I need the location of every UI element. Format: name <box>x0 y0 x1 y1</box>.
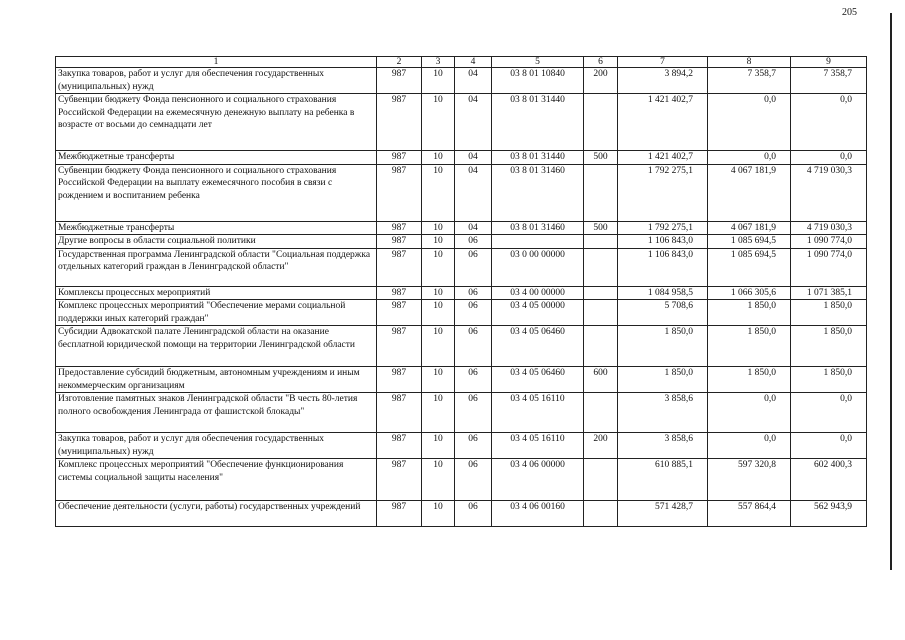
cell-subsection: 06 <box>455 235 492 249</box>
cell-subsection: 06 <box>455 393 492 433</box>
cell-target-article: 03 4 05 00000 <box>492 300 584 326</box>
cell-subsection: 04 <box>455 151 492 165</box>
cell-amount-year3: 4 719 030,3 <box>791 221 867 235</box>
column-header-2: 2 <box>377 57 422 68</box>
cell-amount-year3: 7 358,7 <box>791 68 867 94</box>
cell-ministry: 987 <box>377 393 422 433</box>
cell-expense-type <box>584 393 618 433</box>
cell-section: 10 <box>422 235 455 249</box>
cell-ministry: 987 <box>377 501 422 527</box>
cell-amount-year2: 0,0 <box>708 393 791 433</box>
cell-amount-year3: 1 850,0 <box>791 326 867 367</box>
cell-expense-type <box>584 248 618 286</box>
table-row <box>56 459 867 501</box>
cell-ministry: 987 <box>377 248 422 286</box>
cell-target-article: 03 4 05 16110 <box>492 393 584 433</box>
cell-expense-type <box>584 286 618 300</box>
cell-amount-year3: 1 090 774,0 <box>791 235 867 249</box>
cell-expense-type <box>584 459 618 501</box>
cell-ministry: 987 <box>377 235 422 249</box>
cell-subsection: 06 <box>455 459 492 501</box>
cell-amount-year1: 3 894,2 <box>618 68 708 94</box>
cell-subsection: 06 <box>455 326 492 367</box>
table-row <box>56 164 867 221</box>
column-header-6: 6 <box>584 57 618 68</box>
row-name: Комплексы процессных мероприятий <box>56 286 377 300</box>
column-header-5: 5 <box>492 57 584 68</box>
cell-expense-type <box>584 94 618 151</box>
table-row <box>56 248 867 286</box>
row-name: Предоставление субсидий бюджетным, автономным учреждениям и иным некоммерческим организациям <box>56 367 377 393</box>
row-name: Комплекс процессных мероприятий "Обеспечение мерами социальной поддержки иных категорий граждан" <box>56 300 377 326</box>
cell-expense-type: 200 <box>584 433 618 459</box>
cell-amount-year1: 1 106 843,0 <box>618 235 708 249</box>
cell-subsection: 06 <box>455 248 492 286</box>
cell-amount-year1: 5 708,6 <box>618 300 708 326</box>
cell-ministry: 987 <box>377 151 422 165</box>
header-row <box>56 57 867 68</box>
cell-section: 10 <box>422 164 455 221</box>
cell-amount-year3: 1 090 774,0 <box>791 248 867 286</box>
row-name: Межбюджетные трансферты <box>56 151 377 165</box>
cell-amount-year3: 602 400,3 <box>791 459 867 501</box>
cell-amount-year2: 4 067 181,9 <box>708 221 791 235</box>
cell-section: 10 <box>422 433 455 459</box>
cell-amount-year2: 1 085 694,5 <box>708 248 791 286</box>
cell-amount-year1: 571 428,7 <box>618 501 708 527</box>
cell-ministry: 987 <box>377 164 422 221</box>
cell-amount-year2: 557 864,4 <box>708 501 791 527</box>
cell-amount-year3: 0,0 <box>791 393 867 433</box>
cell-subsection: 06 <box>455 300 492 326</box>
page-edge-line <box>890 13 892 570</box>
cell-amount-year1: 1 106 843,0 <box>618 248 708 286</box>
cell-ministry: 987 <box>377 367 422 393</box>
cell-ministry: 987 <box>377 300 422 326</box>
row-name: Субсидии Адвокатской палате Ленинградской области на оказание бесплатной юридической помощи на территории Ленинградской области <box>56 326 377 367</box>
cell-subsection: 06 <box>455 286 492 300</box>
table-row <box>56 501 867 527</box>
cell-amount-year1: 1 421 402,7 <box>618 151 708 165</box>
cell-amount-year2: 0,0 <box>708 433 791 459</box>
cell-amount-year1: 1 084 958,5 <box>618 286 708 300</box>
cell-section: 10 <box>422 393 455 433</box>
cell-amount-year3: 0,0 <box>791 433 867 459</box>
cell-amount-year1: 1 850,0 <box>618 367 708 393</box>
cell-subsection: 04 <box>455 164 492 221</box>
cell-subsection: 06 <box>455 367 492 393</box>
cell-amount-year2: 7 358,7 <box>708 68 791 94</box>
cell-amount-year1: 3 858,6 <box>618 433 708 459</box>
cell-amount-year1: 1 421 402,7 <box>618 94 708 151</box>
cell-subsection: 04 <box>455 94 492 151</box>
page-number: 205 <box>842 7 857 18</box>
cell-amount-year1: 1 792 275,1 <box>618 164 708 221</box>
table-row <box>56 326 867 367</box>
cell-subsection: 06 <box>455 433 492 459</box>
cell-amount-year1: 3 858,6 <box>618 393 708 433</box>
cell-section: 10 <box>422 286 455 300</box>
cell-section: 10 <box>422 68 455 94</box>
cell-ministry: 987 <box>377 221 422 235</box>
cell-amount-year3: 562 943,9 <box>791 501 867 527</box>
cell-ministry: 987 <box>377 94 422 151</box>
table-row <box>56 151 867 165</box>
cell-ministry: 987 <box>377 68 422 94</box>
cell-expense-type: 600 <box>584 367 618 393</box>
row-name: Государственная программа Ленинградской области "Социальная поддержка отдельных категорий граждан в Ленинградской области" <box>56 248 377 286</box>
row-name: Субвенции бюджету Фонда пенсионного и социального страхования Российской Федерации на выплату ежемесячного пособия в связи с рождением и воспитанием ребенка <box>56 164 377 221</box>
column-header-8: 8 <box>708 57 791 68</box>
row-name: Межбюджетные трансферты <box>56 221 377 235</box>
cell-ministry: 987 <box>377 433 422 459</box>
cell-subsection: 04 <box>455 221 492 235</box>
cell-amount-year2: 1 085 694,5 <box>708 235 791 249</box>
table-row <box>56 221 867 235</box>
cell-target-article: 03 4 06 00160 <box>492 501 584 527</box>
cell-amount-year2: 597 320,8 <box>708 459 791 501</box>
cell-amount-year2: 0,0 <box>708 94 791 151</box>
cell-target-article: 03 8 01 31440 <box>492 151 584 165</box>
budget-table <box>55 56 867 527</box>
column-header-1: 1 <box>56 57 377 68</box>
cell-section: 10 <box>422 367 455 393</box>
cell-amount-year3: 4 719 030,3 <box>791 164 867 221</box>
column-header-3: 3 <box>422 57 455 68</box>
column-header-4: 4 <box>455 57 492 68</box>
cell-expense-type <box>584 326 618 367</box>
row-name: Комплекс процессных мероприятий "Обеспечение функционирования системы социальной защиты населения" <box>56 459 377 501</box>
table-row <box>56 367 867 393</box>
row-name: Закупка товаров, работ и услуг для обеспечения государственных (муниципальных) нужд <box>56 68 377 94</box>
cell-amount-year2: 1 850,0 <box>708 326 791 367</box>
cell-section: 10 <box>422 221 455 235</box>
cell-amount-year2: 4 067 181,9 <box>708 164 791 221</box>
cell-target-article: 03 4 05 06460 <box>492 367 584 393</box>
cell-section: 10 <box>422 326 455 367</box>
table-row <box>56 433 867 459</box>
cell-target-article: 03 8 01 31460 <box>492 221 584 235</box>
cell-expense-type: 200 <box>584 68 618 94</box>
cell-section: 10 <box>422 501 455 527</box>
cell-amount-year2: 1 066 305,6 <box>708 286 791 300</box>
row-name: Субвенции бюджету Фонда пенсионного и социального страхования Российской Федерации на ежемесячную денежную выплату на ребенка в возрасте от восьми до семнадцати лет <box>56 94 377 151</box>
cell-section: 10 <box>422 94 455 151</box>
cell-amount-year2: 1 850,0 <box>708 367 791 393</box>
cell-amount-year2: 1 850,0 <box>708 300 791 326</box>
cell-expense-type <box>584 235 618 249</box>
cell-target-article <box>492 235 584 249</box>
cell-ministry: 987 <box>377 459 422 501</box>
cell-expense-type: 500 <box>584 151 618 165</box>
cell-expense-type <box>584 164 618 221</box>
cell-target-article: 03 8 01 31460 <box>492 164 584 221</box>
cell-amount-year3: 0,0 <box>791 151 867 165</box>
cell-target-article: 03 0 00 00000 <box>492 248 584 286</box>
row-name: Другие вопросы в области социальной политики <box>56 235 377 249</box>
table-row <box>56 300 867 326</box>
cell-expense-type <box>584 300 618 326</box>
row-name: Изготовление памятных знаков Ленинградской области "В честь 80-летия полного освобождения Ленинграда от фашистской блокады" <box>56 393 377 433</box>
row-name: Закупка товаров, работ и услуг для обеспечения государственных (муниципальных) нужд <box>56 433 377 459</box>
cell-target-article: 03 8 01 10840 <box>492 68 584 94</box>
cell-section: 10 <box>422 151 455 165</box>
table-row <box>56 286 867 300</box>
cell-ministry: 987 <box>377 286 422 300</box>
table-row <box>56 94 867 151</box>
cell-amount-year3: 1 071 385,1 <box>791 286 867 300</box>
table-row <box>56 235 867 249</box>
cell-expense-type <box>584 501 618 527</box>
cell-amount-year3: 1 850,0 <box>791 367 867 393</box>
cell-amount-year3: 1 850,0 <box>791 300 867 326</box>
column-header-7: 7 <box>618 57 708 68</box>
cell-target-article: 03 8 01 31440 <box>492 94 584 151</box>
table-row <box>56 393 867 433</box>
cell-section: 10 <box>422 248 455 286</box>
table-row <box>56 68 867 94</box>
row-name: Обеспечение деятельности (услуги, работы) государственных учреждений <box>56 501 377 527</box>
cell-amount-year1: 610 885,1 <box>618 459 708 501</box>
cell-amount-year1: 1 792 275,1 <box>618 221 708 235</box>
cell-subsection: 06 <box>455 501 492 527</box>
cell-section: 10 <box>422 300 455 326</box>
cell-expense-type: 500 <box>584 221 618 235</box>
cell-target-article: 03 4 00 00000 <box>492 286 584 300</box>
cell-ministry: 987 <box>377 326 422 367</box>
cell-amount-year2: 0,0 <box>708 151 791 165</box>
cell-target-article: 03 4 05 16110 <box>492 433 584 459</box>
column-header-9: 9 <box>791 57 867 68</box>
cell-amount-year3: 0,0 <box>791 94 867 151</box>
cell-target-article: 03 4 05 06460 <box>492 326 584 367</box>
cell-subsection: 04 <box>455 68 492 94</box>
cell-amount-year1: 1 850,0 <box>618 326 708 367</box>
cell-target-article: 03 4 06 00000 <box>492 459 584 501</box>
cell-section: 10 <box>422 459 455 501</box>
